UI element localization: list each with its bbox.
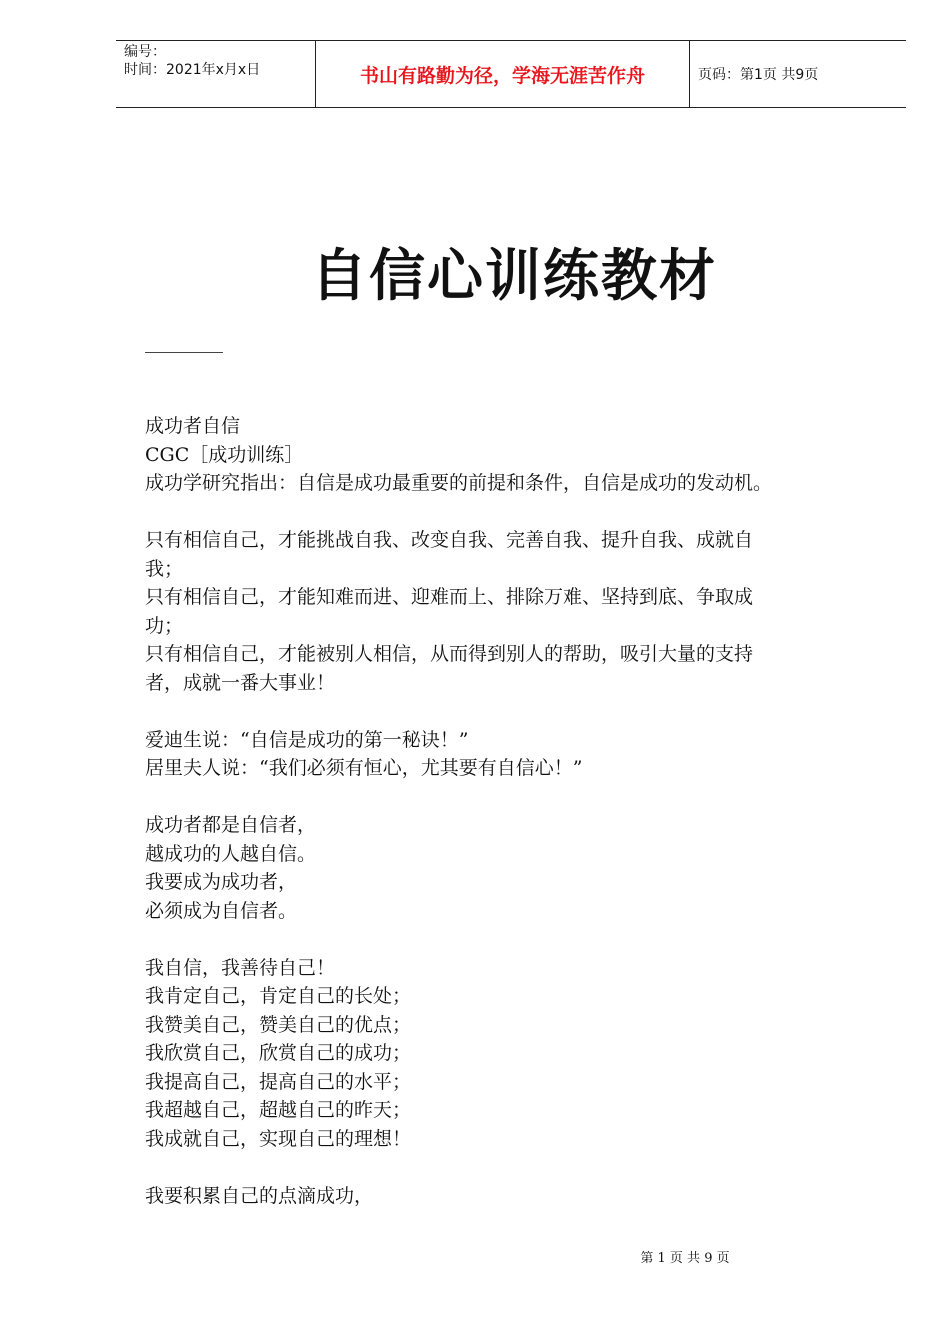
document-date-label: 时间：2021年x月x日 — [124, 62, 261, 78]
body-line: 我要成为成功者， — [145, 871, 298, 893]
body-line: 只有相信自己，才能被别人相信，从而得到别人的帮助，吸引大量的支持 — [145, 643, 754, 665]
body-line: 我肯定自己，肯定自己的长处； — [145, 985, 412, 1007]
body-line: 居里夫人说：“我们必须有恒心，尤其要有自信心！” — [145, 757, 583, 779]
body-line: 我赞美自己，赞美自己的优点； — [145, 1013, 412, 1036]
body-line — [145, 498, 875, 527]
page-header — [116, 40, 906, 108]
body-line — [145, 925, 875, 954]
body-line: 我成就自己，实现自己的理想！ — [145, 1127, 412, 1150]
body-line: 我超越自己，超越自己的昨天； — [145, 1099, 412, 1121]
body-line: 成功者自信 — [145, 415, 241, 437]
header-page-info: 页码：第1页 共9页 — [698, 67, 819, 83]
header-meta-cell — [116, 41, 316, 107]
title-divider — [145, 352, 223, 353]
document-body — [145, 412, 875, 1210]
body-line — [145, 697, 875, 726]
body-line: 我欣赏自己，欣赏自己的成功； — [145, 1042, 412, 1064]
document-title: 自信心训练教材 — [311, 244, 717, 309]
body-line: 我自信，我善待自己！ — [145, 956, 336, 979]
document-number-label: 编号： — [124, 44, 166, 60]
body-line: 我提高自己，提高自己的水平； — [145, 1070, 412, 1093]
body-line: 功； — [145, 614, 184, 637]
body-line: 只有相信自己，才能知难而进、迎难而上、排除万难、坚持到底、争取成 — [145, 586, 754, 608]
body-line: 越成功的人越自信。 — [145, 842, 317, 865]
body-line: 必须成为自信者。 — [145, 899, 298, 922]
body-line — [145, 783, 875, 812]
body-line: 者，成就一番大事业！ — [145, 671, 336, 694]
body-line: 我要积累自己的点滴成功， — [145, 1184, 374, 1207]
body-line: 我； — [145, 557, 184, 580]
header-motto: 书山有路勤为径，学海无涯苦作舟 — [316, 41, 690, 107]
body-line: 成功学研究指出：自信是成功最重要的前提和条件，自信是成功的发动机。 — [145, 472, 773, 494]
page-footer: 第 1 页 共 9 页 — [640, 1251, 730, 1266]
body-line: 只有相信自己，才能挑战自我、改变自我、完善自我、提升自我、成就自 — [145, 529, 754, 551]
body-line: 成功者都是自信者， — [145, 814, 317, 836]
body-line: 爱迪生说：“自信是成功的第一秘诀！” — [145, 728, 469, 751]
body-line — [145, 1153, 875, 1182]
body-line: CGC［成功训练］ — [145, 443, 304, 466]
